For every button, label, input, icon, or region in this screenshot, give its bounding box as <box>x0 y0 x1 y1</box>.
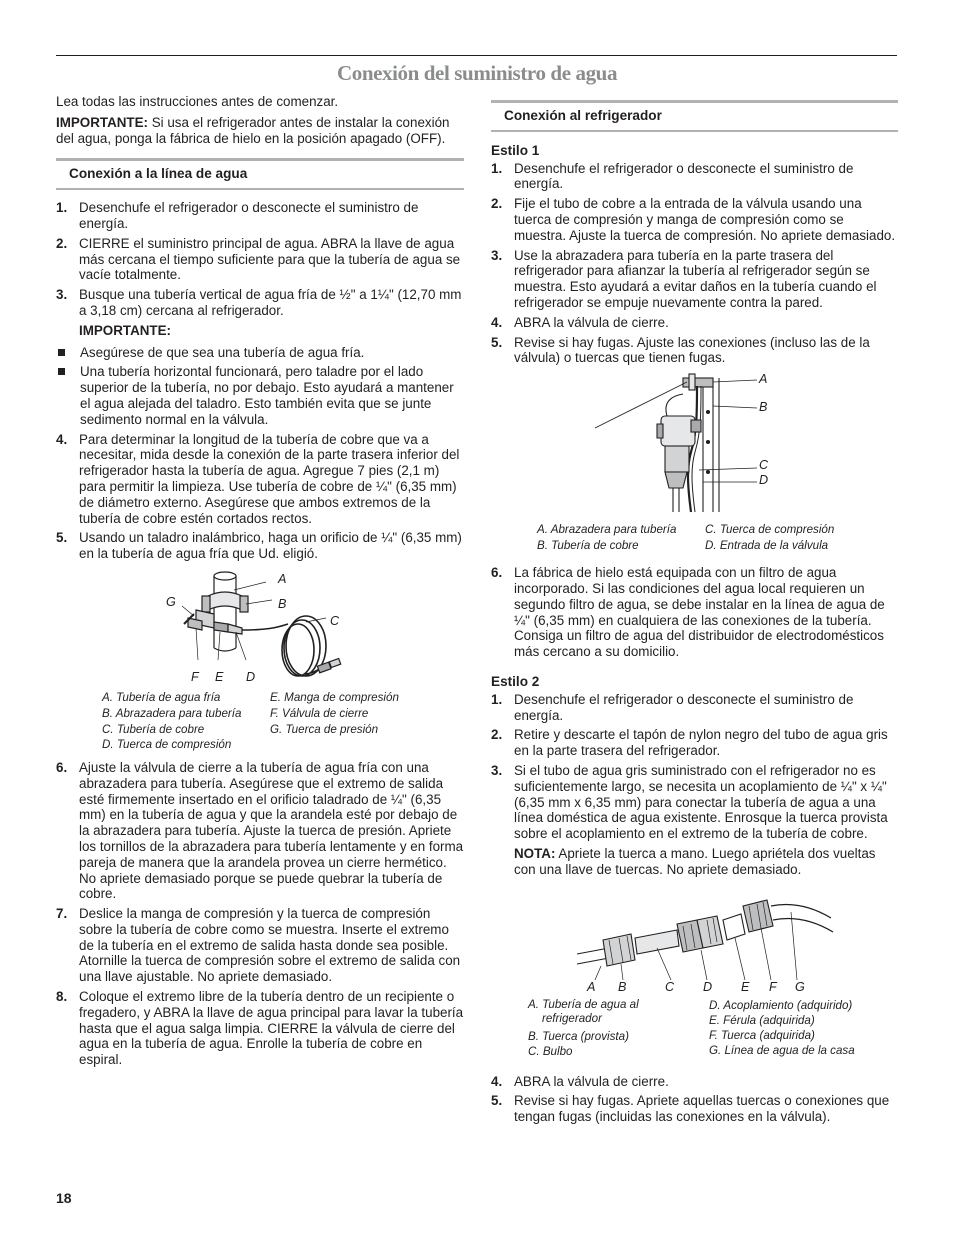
label-C: C <box>330 613 340 628</box>
step3-important-label: IMPORTANTE: <box>79 322 171 338</box>
captions-right: C. Tuerca de compresión D. Entrada de la válvula <box>705 523 835 552</box>
list-item: 4. ABRA la válvula de cierre. <box>491 314 669 330</box>
style2-steps-b <box>491 1074 898 1125</box>
important-note: IMPORTANTE: Si usa el refrigerador antes de instalar la conexión del agua, ponga la fábrica de hielo en la posición apagado (OFF). <box>56 114 450 146</box>
list-item: 5. Usando un taladro inalámbrico, haga un orificio de ¼" (6,35 mm) en la tubería de agua fría que Ud. eligió. <box>56 530 462 562</box>
captions-right: D. Acoplamiento (adquirido) E. Férula (adquirida) F. Tuerca (adquirida) G. Línea de agua de la casa <box>709 998 855 1058</box>
label-C: C <box>665 979 675 994</box>
label-F: F <box>191 669 199 684</box>
label-B: B <box>759 400 768 415</box>
steps-list-a <box>56 200 464 427</box>
label-E: E <box>215 669 224 684</box>
label-G: G <box>166 594 176 609</box>
steps-list-b <box>56 432 464 562</box>
figure3-captions <box>491 998 898 1062</box>
page-title: Conexión del suministro de agua <box>336 61 618 85</box>
refrigerator-valve-illustration <box>491 372 898 522</box>
steps-list-c <box>56 760 464 1068</box>
top-rule <box>56 55 897 56</box>
note-text: NOTA: Apriete la tuerca a mano. Luego apriétela dos vueltas con una llave de tuercas. No apriete demasiado. <box>514 845 876 877</box>
label-D: D <box>246 669 256 684</box>
list-item: 5. Revise si hay fugas. Apriete aquellas tuercas o conexiones que tengan fugas (incluidas las conexiones en la válvula). <box>491 1093 890 1125</box>
label-B: B <box>618 979 627 994</box>
list-item: 2. Retire y descarte el tapón de nylon negro del tubo de agua gris en la parte trasera del refrigerador. <box>491 727 888 759</box>
list-item: 6. Ajuste la válvula de cierre a la tubería de agua fría con una abrazadera para tubería. Asegúrese que el extremo de salida esté firmemente insertado en el orificio taladrado de ¼" (6,35 mm) en la tubería de agua y que la arandela esté por debajo de la abrazadera para tubería. Ajuste la tuerca de presión. Apriete los tornillos de la abrazadera para tubería lentamente y en forma pareja de manera que la arandela provea un cierre hermético. No apriete demasiado porque se puede quebrar la tubería de cobre. <box>56 759 464 902</box>
style1-steps <box>491 161 898 367</box>
label-E: E <box>741 979 750 994</box>
left-column <box>56 94 464 1068</box>
list-item: 1. Desenchufe el refrigerador o desconecte el suministro de energía. <box>491 160 854 192</box>
list-item: 8. Coloque el extremo libre de la tubería dentro de un recipiente o fregadero, y ABRA la llave de agua principal para lavar la tubería hasta que el agua salga limpia. CIERRE la válvula de cierre del agua en la tubería de agua. Enrolle la tubería de cobre en espiral. <box>56 989 464 1068</box>
list-item: 4. Para determinar la longitud de la tubería de cobre que va a necesitar, mida desde la conexión de la parte trasera inferior del refrigerador hasta la tubería de agua. Agregue 7 pies (2,1 m) para permitir la limpieza. Use tubería de cobre de ¼" (6,35 mm) de diámetro externo. Asegúrese que ambos extremos de la tubería de cobre estén cortados rectos. <box>56 431 460 526</box>
list-item: 1. Desenchufe el refrigerador o desconecte el suministro de energía. <box>56 200 419 231</box>
list-item: 3. Si el tubo de agua gris suministrado con el refrigerador no es suficientemente largo, se necesita un acoplamiento de ¼" x ¼" (6,35 mm x 6,35 mm) para conectar la tubería de agua a una línea doméstica de agua existente. Enrosque la tuerca provista sobre el acoplamiento en el extremo de la tubería de cobre. NOTA: Apriete la tuerca a mano. Luego apriétela dos vueltas con una llave de tuercas. No apriete demasiado. <box>491 763 898 878</box>
label-B: B <box>278 596 287 611</box>
label-A: A <box>759 372 768 387</box>
list-item: 4. ABRA la válvula de cierre. <box>491 1073 669 1089</box>
list-item: 7. Deslice la manga de compresión y la tuerca de compresión sobre la tubería de cobre como se muestra. Inserte el extremo de la tubería en el extremo de salida hasta donde sea posible. Atornille la tuerca de compresión sobre el extremo de salida con una llave ajustable. No apriete demasiado. <box>56 906 461 985</box>
label-C: C <box>759 458 769 473</box>
style1-step6 <box>491 565 898 660</box>
label-A: A <box>587 979 596 994</box>
label-F: F <box>769 979 777 994</box>
list-item: 3. Use la abrazadera para tubería en la parte trasera del refrigerador para afianzar la tubería al refrigerador según se muestra. Esto ayudará a evitar daños en la tubería cuando el refrigerador se empuje nuevamente contra la pared. <box>491 247 877 310</box>
style1-heading: Estilo 1 <box>491 142 540 158</box>
list-item: 2. CIERRE el suministro principal de agua. ABRA la llave de agua más cercana el tiempo suficiente para que la tubería de agua se vacíe totalmente. <box>56 235 461 283</box>
captions-right: E. Manga de compresión F. Válvula de cierre G. Tuerca de presión <box>270 690 399 736</box>
section-heading-refrigerator: Conexión al refrigerador <box>491 100 898 132</box>
right-column <box>491 100 898 1125</box>
label-D: D <box>703 979 713 994</box>
list-item: 5. Revise si hay fugas. Ajuste las conexiones (incluso las de la válvula) o tuercas que tienen fugas. <box>491 334 870 366</box>
label-G: G <box>795 979 805 994</box>
bullet-list <box>56 345 464 428</box>
label-D: D <box>759 473 769 488</box>
figure1-captions <box>56 690 464 754</box>
section-heading-water-line: Conexión a la línea de agua <box>56 158 464 190</box>
captions-left: A. Abrazadera para tubería B. Tubería de cobre <box>537 523 677 552</box>
figure-valve-diagram <box>56 566 464 690</box>
list-item: 1. Desenchufe el refrigerador o desconecte el suministro de energía. <box>491 691 854 723</box>
captions-left: A. Tubería de agua al refrigerador B. Tuerca (provista) C. Bulbo <box>528 997 639 1058</box>
style2-heading: Estilo 2 <box>491 673 540 689</box>
list-item: 6. La fábrica de hielo está equipada con un filtro de agua incorporado. Si las condiciones del agua local requieren un segundo filtro de agua, se debe instalar en la línea de agua de ¼" (6,35 mm) en cualquiera de las conexiones de la tubería. Consiga un filtro de agua del distribuidor de electrodomésticos más cercano a su domicilio. <box>491 565 885 660</box>
list-item: 2. Fije el tubo de cobre a la entrada de la válvula usando una tuerca de compresión y manga de compresión como se muestra. Ajuste la tuerca de compresión. No apriete demasiado. <box>491 196 896 243</box>
coupling-illustration <box>491 884 898 996</box>
list-item: 3. Busque una tubería vertical de agua fría de ½" a 1¼" (12,70 mm a 3,18 cm) cercana al refrigerador. IMPORTANTE: Asegúrese de que sea una tubería de agua fría. Una tubería horizontal funcionará, pero taladre por el lado superior de la tubería, no por debajo. Esto ayudará a mantener el agua alejada del taladro. Esto también evita que se junte sedimento normal en la válvula. <box>56 287 464 427</box>
intro-text: Lea todas las instrucciones antes de comenzar. <box>56 94 339 109</box>
label-A: A <box>278 571 287 586</box>
valve-diagram-illustration <box>56 566 464 690</box>
figure-refrigerator-valve <box>491 372 898 522</box>
page-number: 18 <box>56 1190 72 1206</box>
style2-steps <box>491 692 898 878</box>
bullet-item: Una tubería horizontal funcionará, pero taladre por el lado superior de la tubería, no por debajo. Esto ayudará a mantener el agua alejada del taladro. Esto también evita que se junte sedimento normal en la válvula. <box>56 364 464 427</box>
captions-left: A. Tubería de agua fría B. Abrazadera para tubería C. Tubería de cobre D. Tuerca de compresión <box>102 690 242 752</box>
bullet-item: Asegúrese de que sea una tubería de agua fría. <box>56 345 464 361</box>
figure2-captions <box>491 522 898 556</box>
figure-coupling-diagram <box>491 884 898 996</box>
